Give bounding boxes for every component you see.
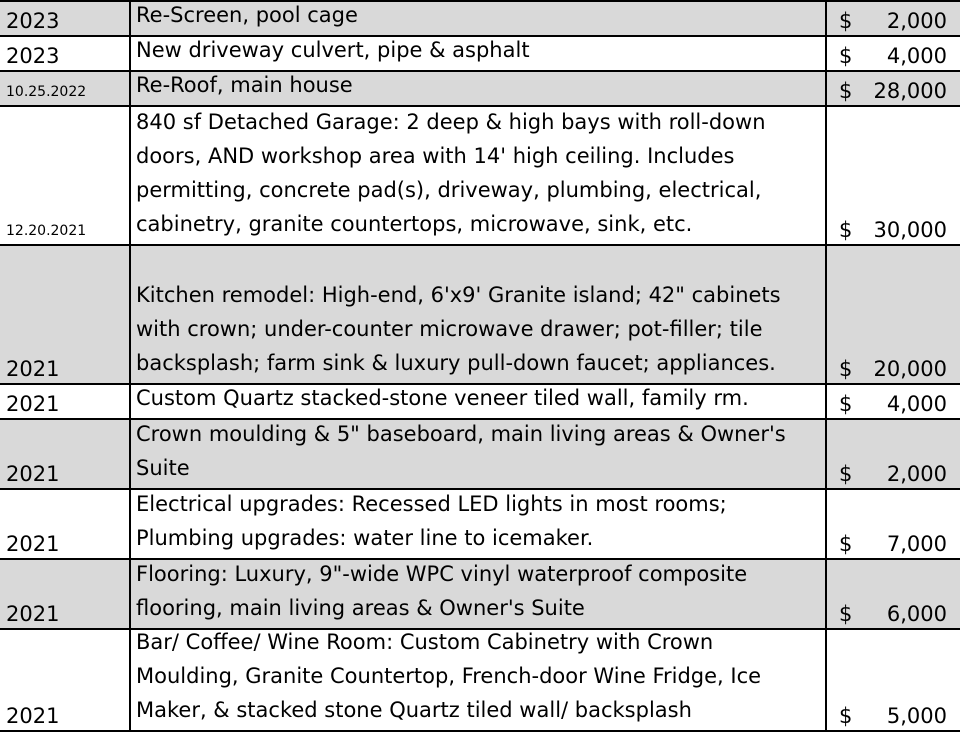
- amount-value: 7,000: [886, 532, 947, 556]
- amount-cell: [825, 37, 960, 72]
- date-cell: [0, 2, 129, 37]
- description-cell: [129, 490, 825, 560]
- description-text: Re-Roof, main house: [136, 73, 353, 97]
- description-text: 840 sf Detached Garage: 2 deep & high bays with roll-down doors, AND workshop area with 14' high ceiling. Includes permitting, concrete pad(s), driveway, plumbing, electrical, cabinetry, granite countertops, microwave, sink, etc.: [136, 110, 766, 236]
- table-row: [0, 560, 960, 630]
- currency-symbol: $: [839, 704, 853, 728]
- description-cell: [129, 107, 825, 246]
- table-row: [0, 420, 960, 490]
- amount-cell: [825, 630, 960, 732]
- date-cell: [0, 560, 129, 630]
- amount-value: 28,000: [873, 79, 947, 103]
- description-text: Flooring: Luxury, 9"-wide WPC vinyl waterproof composite flooring, main living areas & Owner's Suite: [136, 562, 748, 620]
- description-text: Crown moulding & 5" baseboard, main living areas & Owner's Suite: [136, 422, 786, 480]
- table-row: [0, 630, 960, 732]
- date-cell: [0, 420, 129, 490]
- amount-value: 4,000: [886, 392, 947, 416]
- amount-value: 20,000: [873, 357, 947, 381]
- amount-value: 5,000: [886, 704, 947, 728]
- table-row: [0, 385, 960, 420]
- description-cell: [129, 630, 825, 732]
- date-cell: [0, 72, 129, 107]
- description-text: Re-Screen, pool cage: [136, 3, 358, 27]
- date-text: 10.25.2022: [6, 84, 87, 100]
- description-cell: [129, 246, 825, 385]
- currency-symbol: $: [839, 357, 853, 381]
- amount-cell: [825, 246, 960, 385]
- description-text: Kitchen remodel: High-end, 6'x9' Granite island; 42" cabinets with crown; under-counter microwave drawer; pot-filler; tile backsplash; farm sink & luxury pull-down faucet; appliances.: [136, 283, 781, 375]
- description-cell: [129, 420, 825, 490]
- table-row: [0, 246, 960, 385]
- amount-value: 6,000: [886, 602, 947, 626]
- amount-cell: [825, 107, 960, 246]
- currency-symbol: $: [839, 602, 853, 626]
- currency-symbol: $: [839, 218, 853, 242]
- description-cell: [129, 37, 825, 72]
- amount-cell: [825, 72, 960, 107]
- date-cell: [0, 385, 129, 420]
- currency-symbol: $: [839, 9, 853, 33]
- table-row: [0, 37, 960, 72]
- currency-symbol: $: [839, 44, 853, 68]
- table-row: [0, 490, 960, 560]
- currency-symbol: $: [839, 392, 853, 416]
- currency-symbol: $: [839, 532, 853, 556]
- date-text: 2021: [6, 532, 60, 556]
- description-text: Electrical upgrades: Recessed LED lights in most rooms; Plumbing upgrades: water line to icemaker.: [136, 492, 727, 550]
- date-text: 2021: [6, 392, 60, 416]
- description-text: Custom Quartz stacked-stone veneer tiled wall, family rm.: [136, 386, 749, 410]
- table-row: [0, 2, 960, 37]
- currency-symbol: $: [839, 462, 853, 486]
- date-text: 12.20.2021: [6, 223, 87, 239]
- date-text: 2021: [6, 602, 60, 626]
- date-cell: [0, 630, 129, 732]
- date-text: 2021: [6, 704, 60, 728]
- table-row: [0, 72, 960, 107]
- amount-value: 2,000: [886, 462, 947, 486]
- description-text: Bar/ Coffee/ Wine Room: Custom Cabinetry with Crown Moulding, Granite Countertop, French-door Wine Fridge, Ice Maker, & stacked stone Quartz tiled wall/ backsplash: [136, 630, 762, 722]
- table-row: [0, 107, 960, 246]
- date-text: 2023: [6, 9, 60, 33]
- description-cell: [129, 385, 825, 420]
- date-text: 2021: [6, 462, 60, 486]
- amount-value: 2,000: [886, 9, 947, 33]
- date-cell: [0, 246, 129, 385]
- description-cell: [129, 72, 825, 107]
- date-cell: [0, 490, 129, 560]
- date-cell: [0, 37, 129, 72]
- date-text: 2021: [6, 357, 60, 381]
- date-text: 2023: [6, 44, 60, 68]
- amount-value: 30,000: [873, 218, 947, 242]
- amount-value: 4,000: [886, 44, 947, 68]
- amount-cell: [825, 560, 960, 630]
- description-cell: [129, 560, 825, 630]
- amount-cell: [825, 385, 960, 420]
- date-cell: [0, 107, 129, 246]
- amount-cell: [825, 2, 960, 37]
- currency-symbol: $: [839, 79, 853, 103]
- amount-cell: [825, 490, 960, 560]
- amount-cell: [825, 420, 960, 490]
- description-cell: [129, 2, 825, 37]
- description-text: New driveway culvert, pipe & asphalt: [136, 38, 530, 62]
